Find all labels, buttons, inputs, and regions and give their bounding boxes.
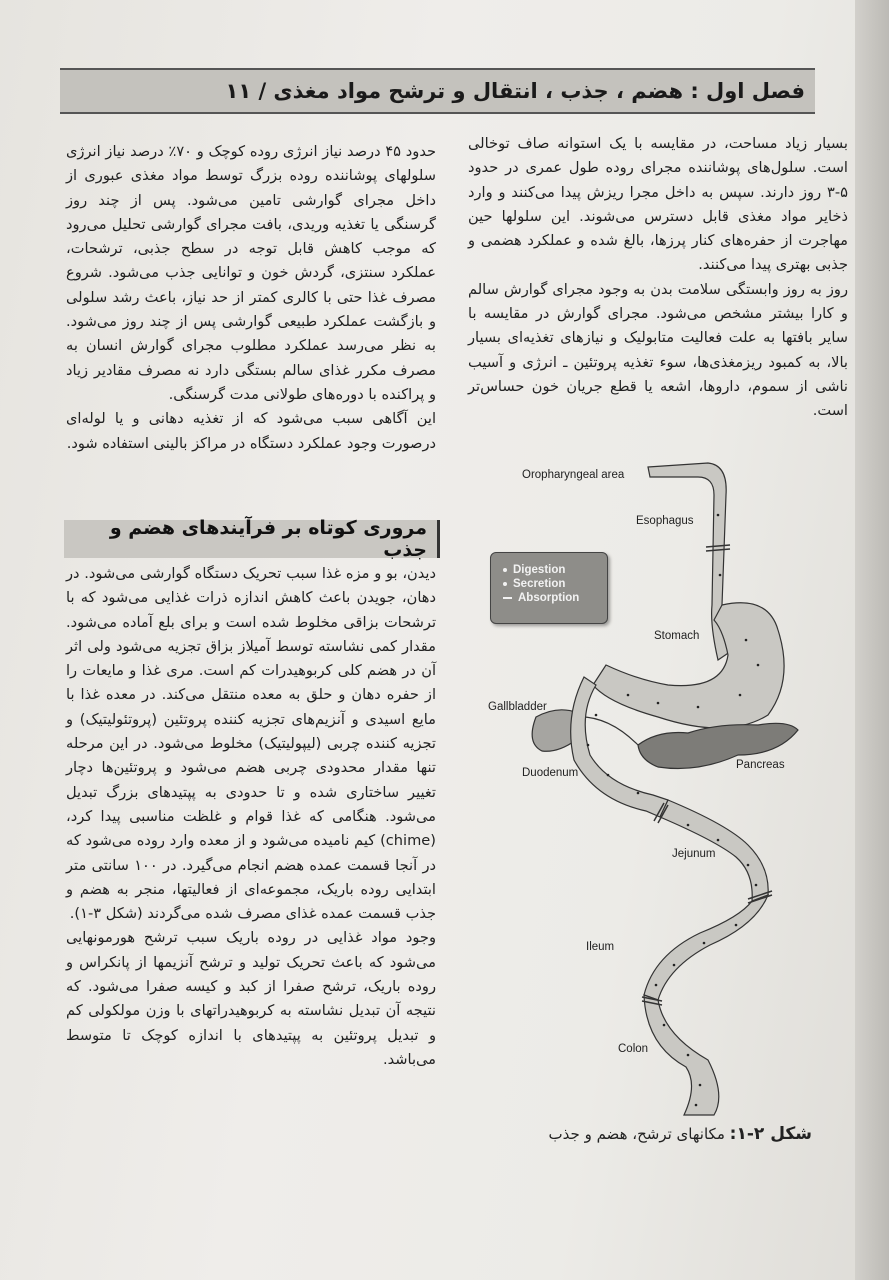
dot-icon: [503, 582, 507, 586]
right-column: [468, 132, 848, 424]
figure-legend: [490, 552, 608, 624]
paragraph: حدود ۴۵ درصد نیاز انرژی روده کوچک و ۷۰٪ درصد نیاز انرژی سلولهای پوشاننده روده بزرگ توسط مواد مغذی عبوری از داخل مجرای گوارشی تامین می‌شود. پس از چند روز گرسنگی یا تغذیه وریدی، بافت مجرای گوارشی تحلیل می‌رود که موجب کاهش قابل توجه در سطح جذبی، ترشحات، عملکرد سنتزی، گردش خون و توانایی جذب می‌شود. شروع مصرف غذا حتی با کالری کمتر از حد نیاز، باعث رشد سلولی و بازگشت عملکرد طبیعی گوارشی پس از چند روز می‌شود. به نظر می‌رسد عملکرد مطلوب مجرای گوارش انسان به مصرف مکرر غذای سالم بستگی دارد نه مصرف مقادیر زیاد و پراکنده با دوره‌های طولانی مدت گرسنگی.: [66, 143, 437, 403]
label-pancreas: Pancreas: [736, 759, 785, 771]
page-edge: [855, 0, 889, 1280]
label-colon: Colon: [618, 1043, 649, 1055]
dash-icon: [503, 597, 512, 599]
digestive-tract-figure: [478, 455, 858, 1125]
label-jejunum: Jejunum: [672, 848, 716, 860]
paragraph: وجود مواد غذایی در روده باریک سبب ترشح هورمونهایی می‌شود که باعث تحریک تولید و ترشح آنزیمها از پانکراس و روده باریک، ترشح صفرا از کبد و کیسه صفرا می‌شود. که نتیجه آن تبدیل نشاسته به کربوهیدراتهای با وزن مولکولی کم و تبدیل پروتئین به پپتیدهای با اندازه کوچک تا متوسط می‌باشد.: [66, 929, 436, 1068]
caption-text: مکانهای ترشح، هضم و جذب: [548, 1125, 725, 1143]
label-duodenum: Duodenum: [522, 767, 579, 779]
label-esophagus: Esophagus: [636, 515, 694, 527]
figure-caption: [470, 1124, 812, 1144]
colon-shape: [644, 995, 719, 1115]
paragraph: بسیار زیاد مساحت، در مقایسه با یک استوانه صاف توخالی است. سلول‌های پوشاننده مجرای روده طول عمری در حدود ۵-۳ روز دارند. سپس به داخل مجرا ریزش پیدا می‌کنند و وارد ذخایر مواد مغذی قابل دسترس می‌شوند. این سلولها حین مهاجرت از حفره‌های کنار پرزها، بالغ شده و عملکرد هضمی و جذبی بهتری پیدا می‌کنند.: [468, 135, 848, 274]
ileum-shape: [644, 895, 768, 1000]
paragraph: دیدن، بو و مزه غذا سبب تحریک دستگاه گوارشی می‌شود. در دهان، جویدن باعث کاهش اندازه ذرات غذایی می‌شود که با ترشحات بزاقی مخلوط شده است و برای بلع آماده می‌شود. مقدار کمی نشاسته توسط آمیلاز بزاق تجزیه می‌شود ولی اثر آن در هضم کلی کربوهیدرات کم است. مری غذا و مایعات را از حفره دهان و حلق به معده منتقل می‌کند. در معده غذا با مایع اسیدی و آنزیم‌های تجزیه کننده پروتئین (پروتئولیتیک) و تجزیه کننده چربی (لیپولیتیک) مخلوط می‌شود. در این مرحله تنها مقدار محدودی چربی هضم می‌شود و پروتئین‌ها دچار تغییر ساختاری شده و تا حدودی به پپتیدهای بزرگ تبدیل می‌شود. هنگامی که غذا قوام و غلظت مناسبی پیدا کرد، (chime) کیم نامیده می‌شود و از معده وارد روده می‌شود که در آنجا قسمت عمده هضم انجام می‌گیرد. در ۱۰۰ سانتی متر ابتدایی روده باریک، مجموعه‌ای از فعالیتها، منجر به هضم و جذب قسمت عمده غذای مصرف شده می‌گردند (شکل ۳-۱).: [66, 565, 436, 923]
label-ileum: Ileum: [586, 941, 615, 953]
dot-icon: [503, 568, 507, 572]
paragraph: این آگاهی سبب می‌شود که از تغذیه دهانی و یا لوله‌ای درصورت وجود عملکرد دستگاه در مراکز بالینی استفاده شود.: [66, 410, 436, 452]
section-heading-text: مروری کوتاه بر فرآیندهای هضم و جذب: [109, 517, 427, 561]
label-gallbladder: Gallbladder: [488, 701, 547, 713]
section-heading: [64, 517, 440, 561]
label-stomach: Stomach: [654, 630, 700, 642]
left-column-top: [66, 140, 436, 456]
chapter-title: فصل اول : هضم ، جذب ، انتقال و ترشح مواد مغذی / ۱۱: [225, 79, 805, 103]
paragraph: روز به روز وابستگی سلامت بدن به وجود مجرای گوارش سالم و کارا بیشتر مشخص می‌شود. مجرای گوارش در مقایسه با سایر بافتها به علت فعالیت متابولیک و نیازهای تغذیه‌ای بسیار بالا، به کمبود ریزمغذی‌ها، سوء تغذیه پروتئین ـ انرژی و آسیب ناشی از سموم، داروها، اشعه یا قطع جریان خون حساس‌تر است.: [468, 280, 848, 420]
legend-secretion: Secretion: [503, 577, 607, 591]
chapter-header: [60, 68, 815, 114]
stomach-shape: [593, 603, 784, 728]
legend-digestion: Digestion: [503, 563, 607, 577]
label-oropharyngeal: Oropharyngeal area: [522, 469, 625, 481]
left-column-section: [66, 562, 436, 1072]
legend-absorption: Absorption: [503, 591, 607, 605]
caption-number: شکل ۲-۱:: [729, 1124, 812, 1144]
